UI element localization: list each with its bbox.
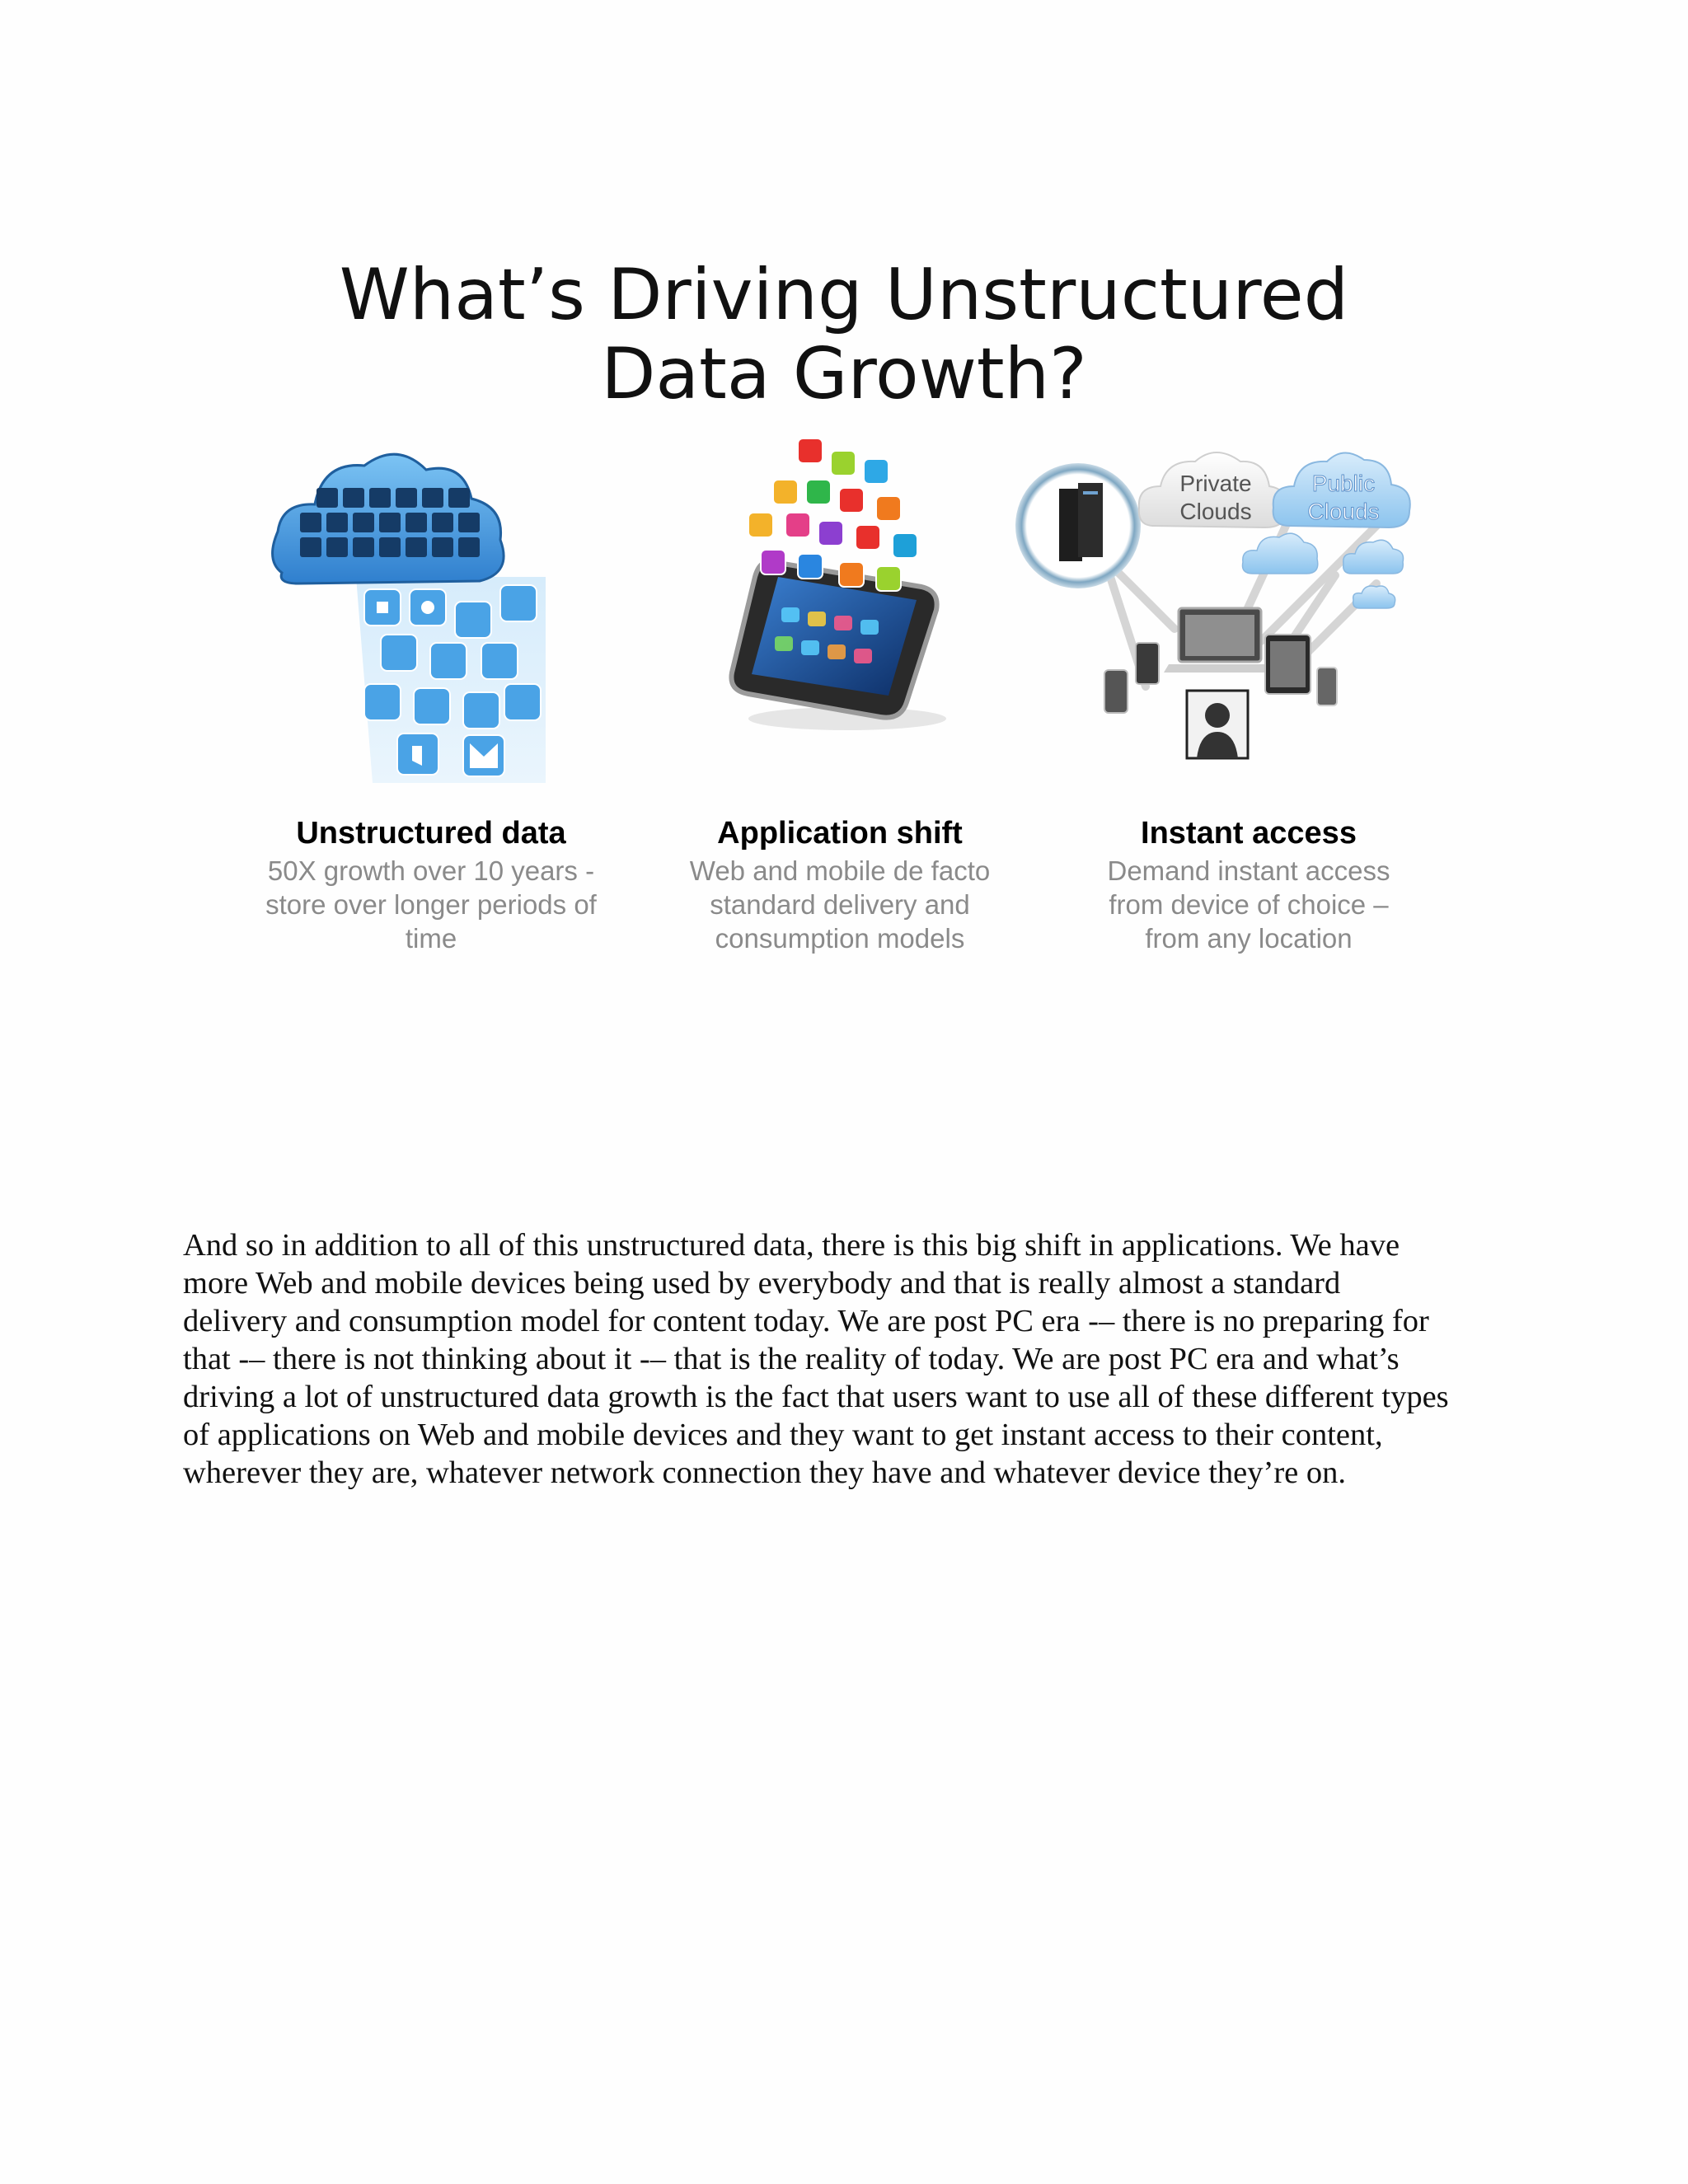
column-heading: Application shift xyxy=(717,816,963,851)
column-instant-access xyxy=(1059,814,1438,955)
column-description: Web and mobile de facto standard delivery and consumption models xyxy=(689,855,991,954)
transcript-line: that -– there is not thinking about it -– that is the reality of today. We are post PC era and what’s xyxy=(183,1342,1400,1376)
transcript-line: driving a lot of unstructured data growth is the fact that users want to use all of these different types xyxy=(183,1380,1449,1414)
column-description: Demand instant access from device of choice – from any location xyxy=(1107,855,1390,954)
public-clouds-label-line-2: Clouds xyxy=(1307,499,1380,524)
slide-title-line-2: Data Growth? xyxy=(601,333,1087,415)
column-application-shift xyxy=(650,814,1029,955)
slide-title-line-1: What’s Driving Unstructured xyxy=(339,254,1349,336)
private-clouds-label-line-2: Clouds xyxy=(1179,499,1252,524)
private-clouds-label-line-1: Private xyxy=(1179,471,1252,496)
cloud-apps-icon xyxy=(265,437,554,791)
transcript-line: of applications on Web and mobile devices and they want to get instant access to their content, xyxy=(183,1418,1383,1452)
transcript-line: more Web and mobile devices being used by everybody and that is really almost a standard xyxy=(183,1266,1341,1301)
smartphone-apps-icon xyxy=(715,430,971,735)
cloud-network-icon xyxy=(1014,435,1442,765)
public-clouds-label-line-1: Public xyxy=(1311,471,1376,496)
slide-title xyxy=(185,255,1503,414)
transcript-line: delivery and consumption model for content today. We are post PC era -– there is no preparing for xyxy=(183,1304,1429,1338)
column-heading: Unstructured data xyxy=(296,816,566,851)
transcript-paragraph xyxy=(183,1226,1518,1492)
transcript-line: wherever they are, whatever network connection they have and whatever device they’re on. xyxy=(183,1455,1347,1490)
column-heading: Instant access xyxy=(1141,816,1357,851)
column-unstructured-data xyxy=(241,814,621,955)
transcript-line: And so in addition to all of this unstructured data, there is this big shift in applications. We have xyxy=(183,1228,1400,1263)
column-description: 50X growth over 10 years - store over longer periods of time xyxy=(265,855,597,954)
